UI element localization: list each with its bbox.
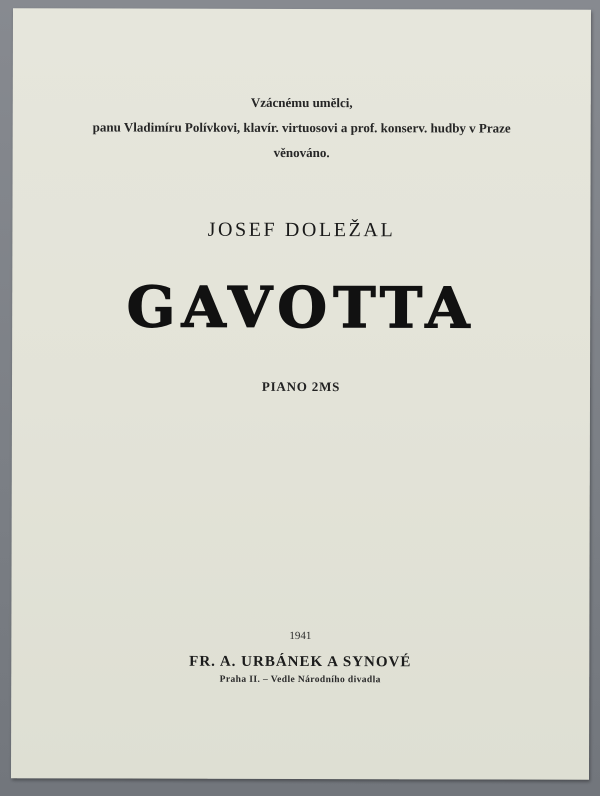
publisher-address: Praha II. – Vedle Národního divadla <box>219 674 381 686</box>
dedication-line-1: Vzácnému umělci, <box>250 94 353 111</box>
publisher-name: FR. A. URBÁNEK A SYNOVÉ <box>189 653 412 671</box>
composer-name: JOSEF DOLEŽAL <box>207 218 396 242</box>
instrumentation: PIANO 2MS <box>261 378 341 395</box>
dedication-line-3: věnováno. <box>273 144 330 161</box>
publication-year: 1941 <box>289 629 312 643</box>
dedication-line-2: panu Vladimíru Polívkovi, klavír. virtuosovi a prof. konserv. hudby v Praze <box>92 119 511 136</box>
sheet-music-cover <box>11 8 591 780</box>
work-title: GAVOTTA <box>126 274 476 342</box>
